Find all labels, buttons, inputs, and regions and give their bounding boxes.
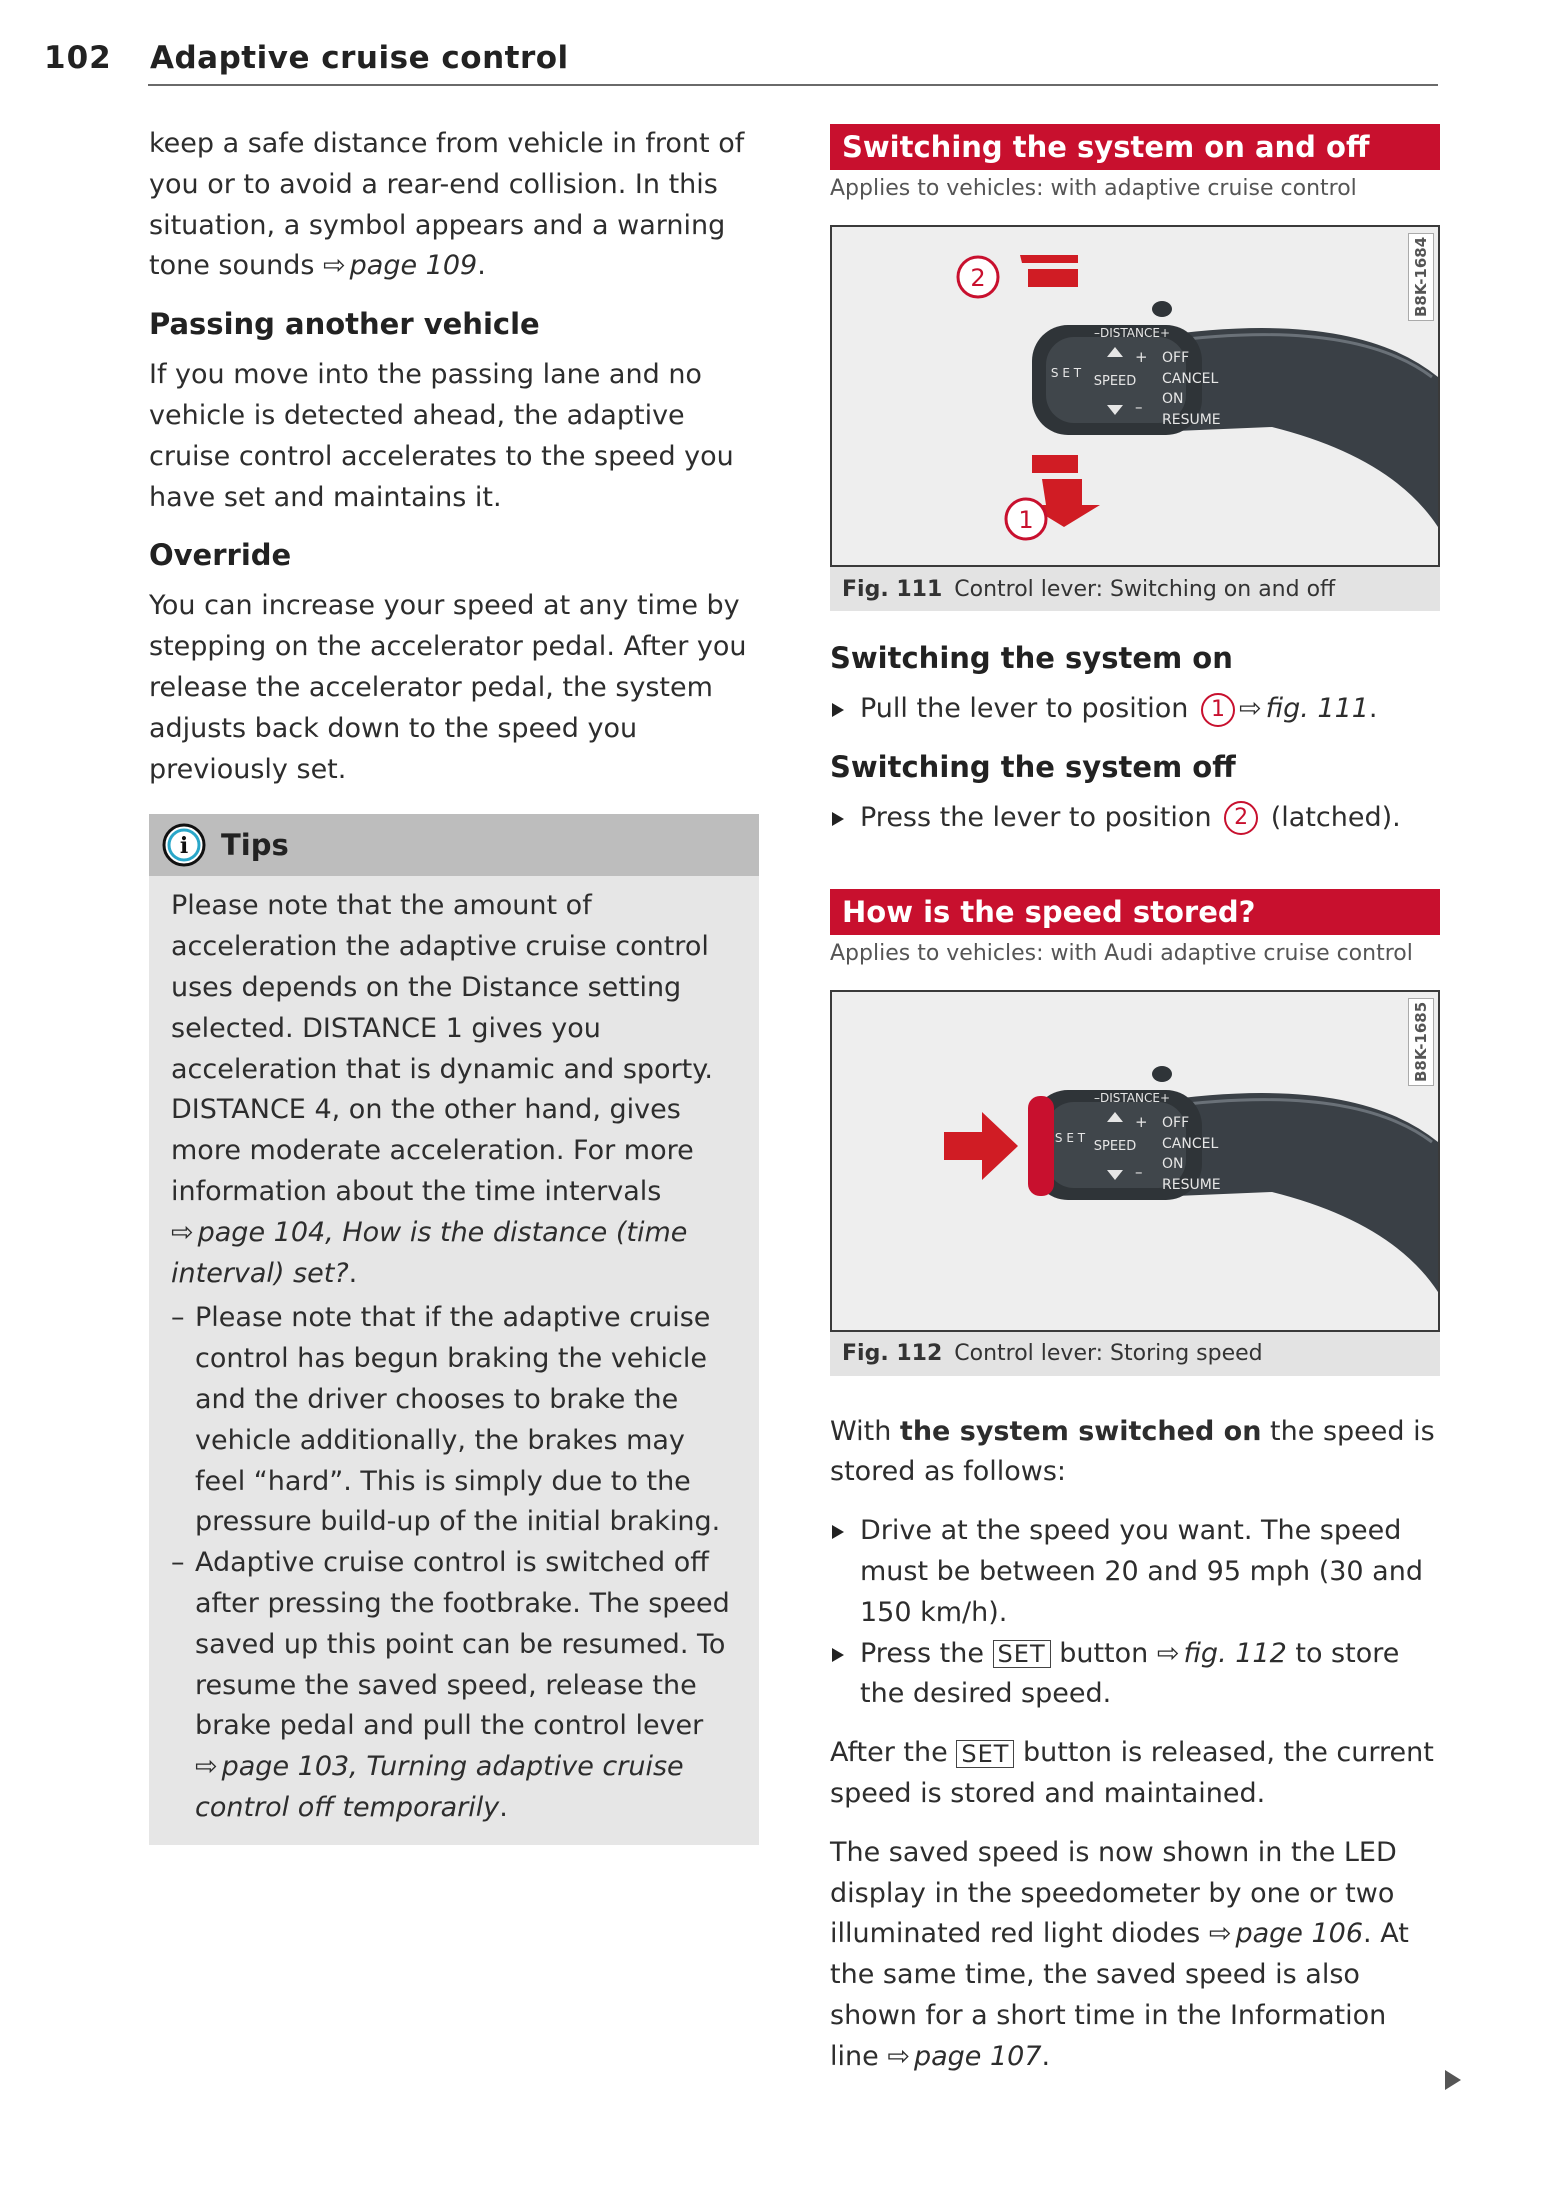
tips-list-item: – Please note that if the adaptive cruise control has begun braking the vehicle and the driver chooses to brake the vehicle additionally, the brakes may feel “hard”. This is simply due to the pressure build-up of the initial braking. <box>171 1298 737 1543</box>
fig-112-ref-link[interactable]: fig. 112 <box>1183 1637 1287 1669</box>
intro-text: keep a safe distance from vehicle in front of you or to avoid a rear-end collision. In this situation, a symbol appears and a warning tone sounds <box>149 128 745 282</box>
arrow-icon: ⇨ <box>1208 1918 1232 1950</box>
set-key: SET <box>956 1740 1014 1768</box>
fig-111-ref-link[interactable]: fig. 111 <box>1265 693 1369 724</box>
svg-text:SPEED: SPEED <box>1093 1138 1137 1154</box>
after-release-paragraph: After the SET button is released, the current speed is stored and maintained. <box>830 1737 1434 1809</box>
passing-heading: Passing another vehicle <box>149 307 540 342</box>
control-lever-illustration <box>832 227 1438 565</box>
svg-text:i: i <box>179 833 189 860</box>
store-step-1: Drive at the speed you want. The speed must be between 20 and 95 mph (30 and 150 km/h). <box>830 1511 1440 1633</box>
position-1-icon: 1 <box>1201 693 1235 727</box>
page-title: Adaptive cruise control <box>150 40 569 76</box>
tips-header <box>149 814 759 876</box>
tips-ref-link-2[interactable]: page 103, Turning adaptive cruise control off temporarily <box>195 1751 684 1823</box>
page-106-ref-link[interactable]: page 106 <box>1235 1918 1364 1950</box>
applies-note: Applies to vehicles: with adaptive cruise control <box>830 176 1357 201</box>
continue-arrow-icon <box>1445 2070 1461 2090</box>
left-column <box>149 124 759 1845</box>
position-2-icon: 2 <box>1224 801 1258 835</box>
passing-paragraph: If you move into the passing lane and no vehicle is detected ahead, the adaptive cruise control accelerates to the speed you have set and maintains it. <box>149 359 734 513</box>
svg-text:SPEED: SPEED <box>1093 374 1137 389</box>
svg-text:S E T: S E T <box>1050 366 1082 380</box>
svg-text:1: 1 <box>1018 506 1034 534</box>
override-heading: Override <box>149 538 292 573</box>
svg-text:OFF: OFF <box>1162 1114 1190 1131</box>
svg-text:RESUME: RESUME <box>1162 412 1221 428</box>
figure-image <box>830 225 1440 567</box>
arrow-icon: ⇨ <box>323 250 346 282</box>
figure-code-2: B8K-1685 <box>1408 998 1434 1086</box>
figure-code: B8K-1684 <box>1408 233 1434 321</box>
store-intro: With the system switched on the speed is stored as follows: <box>830 1415 1435 1488</box>
arrow-icon: ⇨ <box>887 2040 910 2072</box>
tips-title: Tips <box>221 828 289 863</box>
arrow-icon: ⇨ <box>1239 693 1262 724</box>
tips-ref-link[interactable]: page 104, How is the distance (time interval) set? <box>171 1216 688 1289</box>
svg-text:–DISTANCE+: –DISTANCE+ <box>1094 1090 1170 1105</box>
tips-body <box>149 876 759 1844</box>
figure-111 <box>830 225 1440 611</box>
tips-box <box>149 814 759 1844</box>
figure-caption: Fig. 111 Control lever: Switching on and off <box>830 567 1440 611</box>
svg-text:ON: ON <box>1162 391 1184 407</box>
page-number: 102 <box>44 40 112 76</box>
arrow-icon: ⇨ <box>1156 1637 1180 1669</box>
saved-speed-paragraph: The saved speed is now shown in the LED display in the speedometer by one or two illuminated red light diodes ⇨ page 106. At the same time, the saved speed is also shown for a short time in the Information line ⇨ page 107. <box>830 1836 1409 2072</box>
intro-paragraph: keep a safe distance from vehicle in front of you or to avoid a rear-end collision. In this situation, a symbol appears and a warning tone sounds ⇨ page 109. <box>149 128 745 282</box>
tips-paragraph: Please note that the amount of acceleration the adaptive cruise control uses depends on the Distance setting selected. DISTANCE 1 gives you acceleration that is dynamic and sporty. DISTANCE 4, on the other hand, gives more moderate acceleration. For more information about the time intervals ⇨ page 104, How is the distance (time interval) set?. <box>171 890 713 1289</box>
svg-text:CANCEL: CANCEL <box>1162 371 1219 387</box>
svg-text:ON: ON <box>1162 1155 1184 1172</box>
svg-text:2: 2 <box>970 264 986 292</box>
figure-caption-2: Fig. 112 Control lever: Storing speed <box>830 1332 1440 1376</box>
svg-text:–: – <box>1135 398 1143 416</box>
svg-text:OFF: OFF <box>1162 350 1190 366</box>
svg-text:+: + <box>1135 348 1148 366</box>
section-title-bar: Switching the system on and off <box>830 124 1440 170</box>
switch-on-step: Pull the lever to position 1 ⇨ fig. 111. <box>830 689 1440 730</box>
page-107-ref-link[interactable]: page 107 <box>913 2040 1042 2072</box>
info-icon <box>161 822 207 868</box>
storing-speed-illustration <box>832 992 1438 1330</box>
intro-ref-link[interactable]: page 109 <box>349 250 478 282</box>
svg-text:S E T: S E T <box>1054 1130 1086 1145</box>
header-rule <box>148 84 1438 86</box>
switch-on-heading: Switching the system on <box>830 641 1233 675</box>
right-column <box>830 124 1440 2078</box>
arrow-icon: ⇨ <box>195 1751 218 1783</box>
figure-112 <box>830 990 1440 1376</box>
svg-text:CANCEL: CANCEL <box>1162 1135 1219 1152</box>
switch-off-step: Press the lever to position 2 (latched). <box>830 798 1440 839</box>
arrow-icon: ⇨ <box>171 1216 194 1248</box>
svg-text:+: + <box>1135 1112 1148 1131</box>
store-step-2: Press the SET button ⇨ fig. 112 to store the desired speed. <box>830 1634 1440 1716</box>
svg-text:–DISTANCE+: –DISTANCE+ <box>1094 326 1170 340</box>
switch-off-heading: Switching the system off <box>830 749 1236 784</box>
set-key: SET <box>993 1640 1051 1668</box>
override-paragraph: You can increase your speed at any time by stepping on the accelerator pedal. After you release the accelerator pedal, the system adjusts back down to the speed you previously set. <box>149 590 747 785</box>
svg-text:–: – <box>1135 1162 1143 1181</box>
figure-image-2 <box>830 990 1440 1332</box>
applies-note-2: Applies to vehicles: with Audi adaptive cruise control <box>830 940 1413 966</box>
section-title-bar-2: How is the speed stored? <box>830 889 1440 935</box>
tips-list-item: – Adaptive cruise control is switched off after pressing the footbrake. The speed saved up this point can be resumed. To resume the saved speed, release the brake pedal and pull the control lever ⇨ page 103, Turning adaptive cruise control off temporarily. <box>171 1543 737 1829</box>
svg-text:RESUME: RESUME <box>1162 1176 1221 1193</box>
